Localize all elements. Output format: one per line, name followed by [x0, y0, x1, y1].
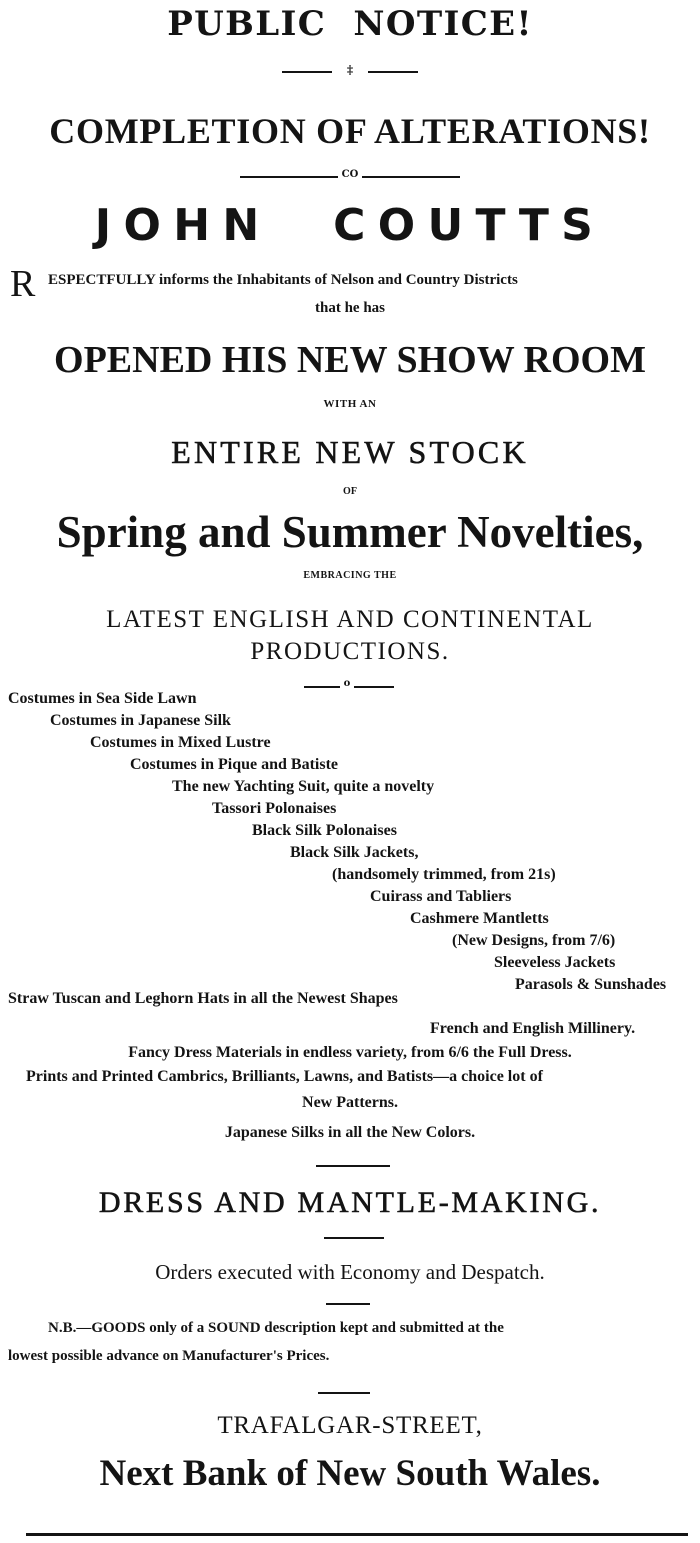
ornament: o: [343, 678, 351, 689]
nb-line: N.B.—GOODS only of a SOUND description kept and submitted at the: [48, 1320, 504, 1336]
divider-rule: [368, 71, 418, 73]
street-line: TRAFALGAR-STREET,: [217, 1412, 483, 1439]
notice-heading: PUBLIC NOTICE!: [167, 4, 533, 44]
divider-rule: [362, 176, 460, 178]
intro-line: ESPECTFULLY informs the Inhabitants of Nelson and Country Districts: [48, 272, 518, 288]
divider-rule: [354, 686, 394, 688]
list-item: Costumes in Pique and Batiste: [130, 756, 339, 773]
stock-headline: ENTIRE NEW STOCK: [171, 434, 529, 470]
list-item: Black Silk Jackets,: [290, 844, 419, 861]
list-item: Straw Tuscan and Leghorn Hats in all the Newest Shapes: [8, 990, 398, 1007]
prints-line: Prints and Printed Cambrics, Brilliants, Lawns, and Batists—a choice lot of: [26, 1068, 543, 1085]
embracing-label: EMBRACING THE: [303, 570, 397, 581]
list-item: Black Silk Polonaises: [252, 822, 397, 839]
intro-line: that he has: [314, 300, 385, 316]
intro-initial: R: [10, 263, 36, 305]
prints-line: New Patterns.: [302, 1094, 398, 1111]
orders-line: Orders executed with Economy and Despatch.: [155, 1260, 545, 1284]
list-item: Costumes in Mixed Lustre: [90, 734, 271, 751]
list-item: (handsomely trimmed, from 21s): [332, 866, 556, 883]
dress-headline: DRESS AND MANTLE-MAKING.: [98, 1186, 602, 1219]
divider-rule: [326, 1303, 370, 1305]
bottom-border: [26, 1533, 688, 1536]
divider-rule: [240, 176, 338, 178]
merchant-name: JOHN COUTTS: [94, 200, 606, 251]
latest-line: LATEST ENGLISH AND CONTINENTAL: [106, 606, 594, 633]
list-item: The new Yachting Suit, quite a novelty: [172, 778, 435, 795]
bank-line: Next Bank of New South Wales.: [99, 1453, 601, 1494]
list-item: Parasols & Sunshades: [515, 976, 667, 993]
list-item: French and English Millinery.: [430, 1020, 636, 1037]
nb-line: lowest possible advance on Manufacturer's Prices.: [8, 1348, 330, 1364]
japanese-line: Japanese Silks in all the New Colors.: [224, 1124, 476, 1141]
list-item: Costumes in Sea Side Lawn: [8, 690, 197, 707]
ornament: CO: [341, 169, 359, 180]
divider-rule: [282, 71, 332, 73]
subheading: COMPLETION OF ALTERATIONS!: [49, 111, 651, 151]
divider-rule: [324, 1237, 384, 1239]
of-label: OF: [343, 486, 357, 497]
list-item: Cashmere Mantletts: [410, 910, 549, 927]
latest-line: PRODUCTIONS.: [250, 638, 450, 665]
list-item: Costumes in Japanese Silk: [50, 712, 231, 729]
divider-rule: [316, 1165, 390, 1167]
divider-rule: [318, 1392, 370, 1394]
novelties-headline: Spring and Summer Novelties,: [56, 507, 644, 557]
list-item: Tassori Polonaises: [212, 800, 337, 817]
fancy-line: Fancy Dress Materials in endless variety, from 6/6 the Full Dress.: [128, 1044, 572, 1061]
list-item: (New Designs, from 7/6): [452, 932, 616, 949]
list-item: Sleeveless Jackets: [494, 954, 616, 971]
divider-rule: [304, 686, 340, 688]
ornament: ‡: [346, 63, 354, 77]
opened-headline: OPENED HIS NEW SHOW ROOM: [54, 339, 646, 381]
list-item: Cuirass and Tabliers: [370, 888, 512, 905]
with-an-label: WITH AN: [323, 398, 377, 410]
